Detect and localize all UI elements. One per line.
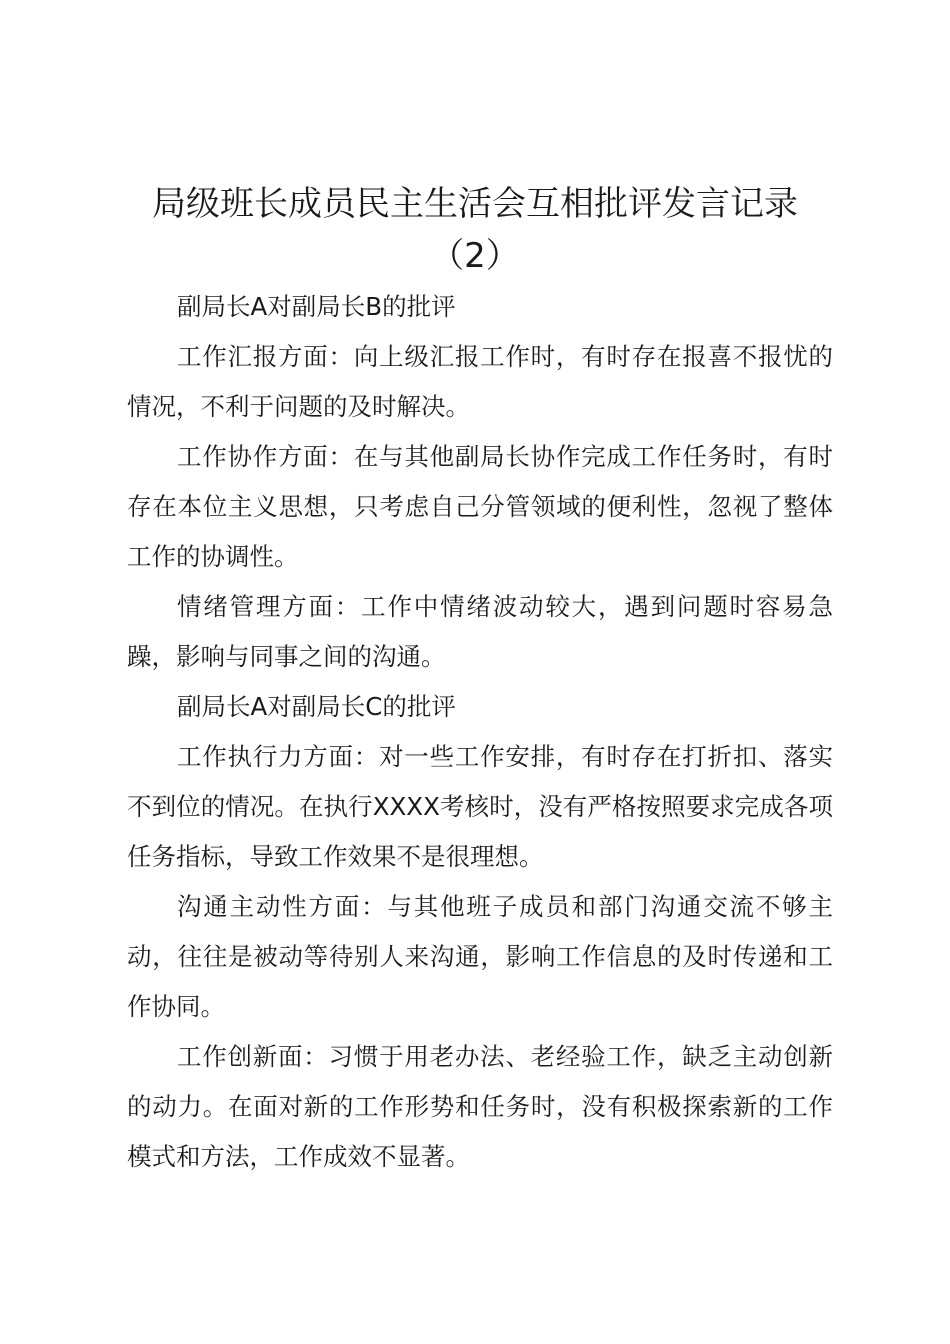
paragraph-emotion-management: 情绪管理方面：工作中情绪波动较大，遇到问题时容易急躁，影响与同事之间的沟通。 xyxy=(127,592,833,671)
paragraph-communication: 沟通主动性方面：与其他班子成员和部门沟通交流不够主动，往往是被动等待别人来沟通，影响工作信息的及时传递和工作协同。 xyxy=(127,892,833,1021)
paragraph-work-cooperation: 工作协作方面：在与其他副局长协作完成工作任务时，有时存在本位主义思想，只考虑自己分管领域的便利性，忽视了整体工作的协调性。 xyxy=(127,442,833,571)
section-heading-c: 副局长A对副局长C的批评 xyxy=(177,692,456,721)
section-heading-b: 副局长A对副局长B的批评 xyxy=(177,292,456,321)
paragraph-innovation: 工作创新面：习惯于用老办法、老经验工作，缺乏主动创新的动力。在面对新的工作形势和任务时，没有积极探索新的工作模式和方法，工作成效不显著。 xyxy=(127,1042,833,1171)
document-body xyxy=(127,282,833,1182)
paragraph-work-report: 工作汇报方面：向上级汇报工作时，有时存在报喜不报忧的情况，不利于问题的及时解决。 xyxy=(127,342,833,421)
document-title xyxy=(100,178,850,282)
title-line-1: 局级班长成员民主生活会互相批评发言记录 xyxy=(152,184,798,224)
paragraph-execution: 工作执行力方面：对一些工作安排，有时存在打折扣、落实不到位的情况。在执行XXXX考核时，没有严格按照要求完成各项任务指标，导致工作效果不是很理想。 xyxy=(127,742,833,871)
title-line-2: （2） xyxy=(430,236,520,276)
